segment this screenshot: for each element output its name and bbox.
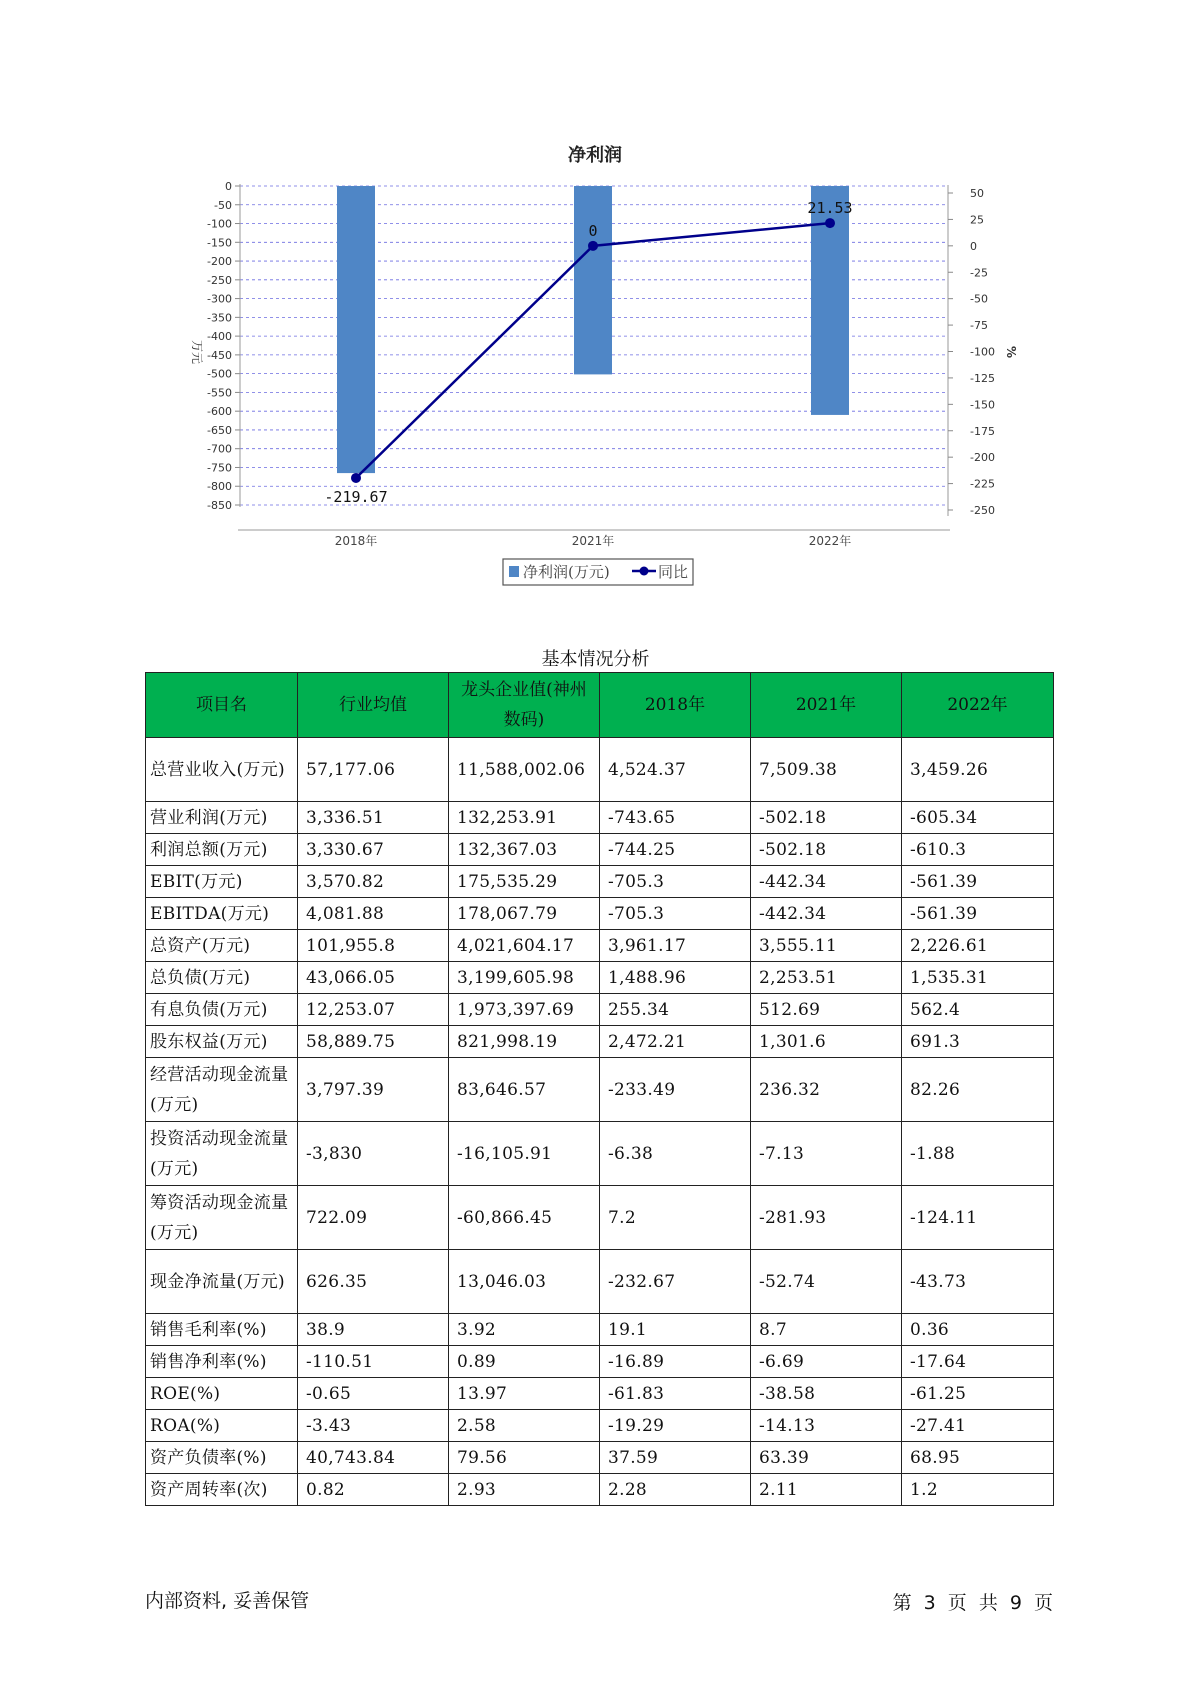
table-cell: 4,524.37: [600, 738, 751, 802]
y-tick-label: -450: [207, 348, 232, 362]
table-cell: 132,253.91: [449, 802, 600, 834]
table-cell: -124.11: [902, 1186, 1054, 1250]
table-cell: 43,066.05: [298, 962, 449, 994]
table-cell: 83,646.57: [449, 1058, 600, 1122]
row-label: 投资活动现金流量(万元): [146, 1122, 298, 1186]
table-cell: -6.38: [600, 1122, 751, 1186]
table-row: [146, 1314, 1054, 1346]
table-row: [146, 738, 1054, 802]
y2-tick-label: -175: [970, 424, 995, 438]
table-cell: 2,226.61: [902, 930, 1054, 962]
header-2021: 2021年: [751, 673, 902, 738]
table-cell: -502.18: [751, 834, 902, 866]
table-row: [146, 1122, 1054, 1186]
table-cell: -605.34: [902, 802, 1054, 834]
row-label: 总营业收入(万元): [146, 738, 298, 802]
yoy-data-label: 21.53: [807, 199, 853, 218]
table-cell: 13.97: [449, 1378, 600, 1410]
table-cell: -60,866.45: [449, 1186, 600, 1250]
table-cell: 79.56: [449, 1442, 600, 1474]
table-cell: -6.69: [751, 1346, 902, 1378]
y2-tick-label: -125: [970, 371, 995, 385]
table-cell: -0.65: [298, 1378, 449, 1410]
table-cell: -61.83: [600, 1378, 751, 1410]
table-cell: -19.29: [600, 1410, 751, 1442]
x-tick-label: 2022年: [808, 534, 852, 548]
table-cell: -442.34: [751, 898, 902, 930]
table-cell: 0.36: [902, 1314, 1054, 1346]
row-label: 现金净流量(万元): [146, 1250, 298, 1314]
table-caption: 基本情况分析: [541, 649, 650, 670]
table-row: [146, 1378, 1054, 1410]
table-cell: 8.7: [751, 1314, 902, 1346]
x-tick-label: 2018年: [334, 534, 378, 548]
y-axis-title: 万元: [190, 339, 204, 365]
row-label: 总资产(万元): [146, 930, 298, 962]
row-label: 筹资活动现金流量(万元): [146, 1186, 298, 1250]
row-label: 销售毛利率(%): [146, 1314, 298, 1346]
row-label: 营业利润(万元): [146, 802, 298, 834]
legend-line-marker: [640, 567, 649, 576]
table-cell: 2,253.51: [751, 962, 902, 994]
y2-tick-label: -200: [970, 451, 995, 465]
row-label: 利润总额(万元): [146, 834, 298, 866]
table-cell: 2.11: [751, 1474, 902, 1506]
row-label: EBITDA(万元): [146, 898, 298, 930]
table-row: [146, 1474, 1054, 1506]
y2-tick-label: 0: [970, 239, 977, 253]
table-cell: 178,067.79: [449, 898, 600, 930]
table-cell: 132,367.03: [449, 834, 600, 866]
table-row: [146, 1058, 1054, 1122]
header-2018: 2018年: [600, 673, 751, 738]
y-tick-label: 0: [225, 180, 232, 193]
yoy-point-3: [825, 218, 835, 228]
table-cell: 1,488.96: [600, 962, 751, 994]
table-row: [146, 898, 1054, 930]
yoy-data-label: 0: [588, 221, 598, 240]
table-cell: 3,797.39: [298, 1058, 449, 1122]
table-cell: 68.95: [902, 1442, 1054, 1474]
table-row: [146, 866, 1054, 898]
table-cell: 63.39: [751, 1442, 902, 1474]
table-cell: 0.89: [449, 1346, 600, 1378]
table-row: [146, 1250, 1054, 1314]
table-cell: -14.13: [751, 1410, 902, 1442]
table-row: [146, 1410, 1054, 1442]
table-cell: 1.2: [902, 1474, 1054, 1506]
table-cell: -610.3: [902, 834, 1054, 866]
legend-bar-label: 净利润(万元): [523, 563, 610, 581]
table-cell: 4,021,604.17: [449, 930, 600, 962]
y-tick-label: -550: [207, 386, 232, 400]
row-label: 总负债(万元): [146, 962, 298, 994]
table-cell: 626.35: [298, 1250, 449, 1314]
row-label: ROE(%): [146, 1378, 298, 1410]
footer-confidential-note: 内部资料, 妥善保管: [145, 1590, 310, 1612]
bar-2: [574, 186, 612, 374]
y2-tick-label: -150: [970, 398, 995, 412]
table-row: [146, 1442, 1054, 1474]
table-cell: 2.28: [600, 1474, 751, 1506]
table-cell: 38.9: [298, 1314, 449, 1346]
row-label: 经营活动现金流量(万元): [146, 1058, 298, 1122]
table-cell: -27.41: [902, 1410, 1054, 1442]
table-cell: -3,830: [298, 1122, 449, 1186]
table-header-row: [146, 673, 1054, 738]
table-cell: 3,459.26: [902, 738, 1054, 802]
y-tick-label: -700: [207, 442, 232, 456]
header-2022: 2022年: [902, 673, 1054, 738]
table-row: [146, 834, 1054, 866]
table-cell: -705.3: [600, 866, 751, 898]
table-cell: -502.18: [751, 802, 902, 834]
table-cell: 82.26: [902, 1058, 1054, 1122]
table-cell: 7.2: [600, 1186, 751, 1250]
y-tick-label: -650: [207, 423, 232, 437]
y-tick-label: -150: [207, 236, 232, 250]
table-cell: 57,177.06: [298, 738, 449, 802]
footer-page-number: 第 3 页 共 9 页: [892, 1592, 1053, 1614]
table-cell: -7.13: [751, 1122, 902, 1186]
y-tick-label: -300: [207, 292, 232, 306]
y2-tick-label: -225: [970, 477, 995, 491]
table-cell: -16.89: [600, 1346, 751, 1378]
y2-tick-label: -50: [970, 292, 988, 306]
table-cell: 1,973,397.69: [449, 994, 600, 1026]
y2-axis-title: %: [1004, 345, 1018, 359]
table-cell: 3,336.51: [298, 802, 449, 834]
table-cell: -3.43: [298, 1410, 449, 1442]
y-tick-label: -750: [207, 461, 232, 475]
table-cell: 2,472.21: [600, 1026, 751, 1058]
table-cell: 562.4: [902, 994, 1054, 1026]
y-tick-label: -500: [207, 367, 232, 381]
table-cell: 3,555.11: [751, 930, 902, 962]
table-row: [146, 1186, 1054, 1250]
table-cell: 12,253.07: [298, 994, 449, 1026]
y-tick-label: -350: [207, 311, 232, 325]
table-cell: 722.09: [298, 1186, 449, 1250]
legend-line-label: 同比: [658, 563, 689, 581]
table-cell: 19.1: [600, 1314, 751, 1346]
table-row: [146, 962, 1054, 994]
row-label: 有息负债(万元): [146, 994, 298, 1026]
table-cell: 691.3: [902, 1026, 1054, 1058]
y2-tick-label: 25: [970, 213, 984, 227]
row-label: 销售净利率(%): [146, 1346, 298, 1378]
y-tick-label: -250: [207, 273, 232, 287]
table-cell: 37.59: [600, 1442, 751, 1474]
yoy-data-label: -219.67: [324, 487, 388, 506]
y-tick-label: -200: [207, 255, 232, 269]
table-cell: 821,998.19: [449, 1026, 600, 1058]
table-cell: 236.32: [751, 1058, 902, 1122]
table-cell: 1,535.31: [902, 962, 1054, 994]
table-cell: -61.25: [902, 1378, 1054, 1410]
table-cell: 3,961.17: [600, 930, 751, 962]
table-cell: -110.51: [298, 1346, 449, 1378]
y2-tick-label: 50: [970, 187, 984, 200]
legend-bar-swatch: [509, 566, 519, 577]
y-tick-label: -800: [207, 480, 232, 494]
table-cell: -233.49: [600, 1058, 751, 1122]
table-cell: 255.34: [600, 994, 751, 1026]
table-row: [146, 802, 1054, 834]
row-label: 资产周转率(次): [146, 1474, 298, 1506]
table-cell: -705.3: [600, 898, 751, 930]
y-tick-label: -850: [207, 499, 232, 512]
table-cell: -16,105.91: [449, 1122, 600, 1186]
y-tick-label: -400: [207, 330, 232, 344]
table-row: [146, 994, 1054, 1026]
table-cell: -744.25: [600, 834, 751, 866]
y2-tick-label: -25: [970, 266, 988, 280]
table-cell: 13,046.03: [449, 1250, 600, 1314]
table-cell: 3.92: [449, 1314, 600, 1346]
table-cell: 1,301.6: [751, 1026, 902, 1058]
yoy-point-2: [588, 241, 598, 251]
table-row: [146, 1346, 1054, 1378]
table-row: [146, 930, 1054, 962]
table-cell: 175,535.29: [449, 866, 600, 898]
table-cell: -43.73: [902, 1250, 1054, 1314]
table-cell: -17.64: [902, 1346, 1054, 1378]
y2-tick-label: -75: [970, 319, 988, 333]
table-cell: 512.69: [751, 994, 902, 1026]
row-label: ROA(%): [146, 1410, 298, 1442]
table-cell: 58,889.75: [298, 1026, 449, 1058]
y-tick-label: -600: [207, 405, 232, 419]
table-row: [146, 1026, 1054, 1058]
table-cell: -38.58: [751, 1378, 902, 1410]
y2-tick-label: -100: [970, 345, 995, 359]
x-tick-label: 2021年: [571, 534, 615, 548]
row-label: 资产负债率(%): [146, 1442, 298, 1474]
table-cell: 3,199,605.98: [449, 962, 600, 994]
table-cell: 0.82: [298, 1474, 449, 1506]
y-tick-label: -50: [214, 198, 232, 212]
table-cell: 7,509.38: [751, 738, 902, 802]
header-leader-value: 龙头企业值(神州数码): [449, 673, 600, 738]
table-cell: -743.65: [600, 802, 751, 834]
y2-tick-label: -250: [970, 504, 995, 517]
header-industry-avg: 行业均值: [298, 673, 449, 738]
yoy-point-1: [351, 473, 361, 483]
table-cell: 101,955.8: [298, 930, 449, 962]
table-cell: -561.39: [902, 898, 1054, 930]
row-label: EBIT(万元): [146, 866, 298, 898]
table-cell: 2.58: [449, 1410, 600, 1442]
net-profit-chart: [0, 0, 1191, 620]
table-cell: -1.88: [902, 1122, 1054, 1186]
bar-1: [337, 186, 375, 473]
table-cell: 2.93: [449, 1474, 600, 1506]
table-cell: -232.67: [600, 1250, 751, 1314]
basic-analysis-table: [145, 672, 1054, 1506]
chart-title: 净利润: [568, 145, 622, 166]
row-label: 股东权益(万元): [146, 1026, 298, 1058]
table-cell: 4,081.88: [298, 898, 449, 930]
table-cell: -561.39: [902, 866, 1054, 898]
table-cell: 3,330.67: [298, 834, 449, 866]
y-tick-label: -100: [207, 217, 232, 231]
table-cell: 40,743.84: [298, 1442, 449, 1474]
table-cell: 11,588,002.06: [449, 738, 600, 802]
table-cell: 3,570.82: [298, 866, 449, 898]
table-cell: -442.34: [751, 866, 902, 898]
table-cell: -52.74: [751, 1250, 902, 1314]
table-cell: -281.93: [751, 1186, 902, 1250]
header-item-name: 项目名: [146, 673, 298, 738]
